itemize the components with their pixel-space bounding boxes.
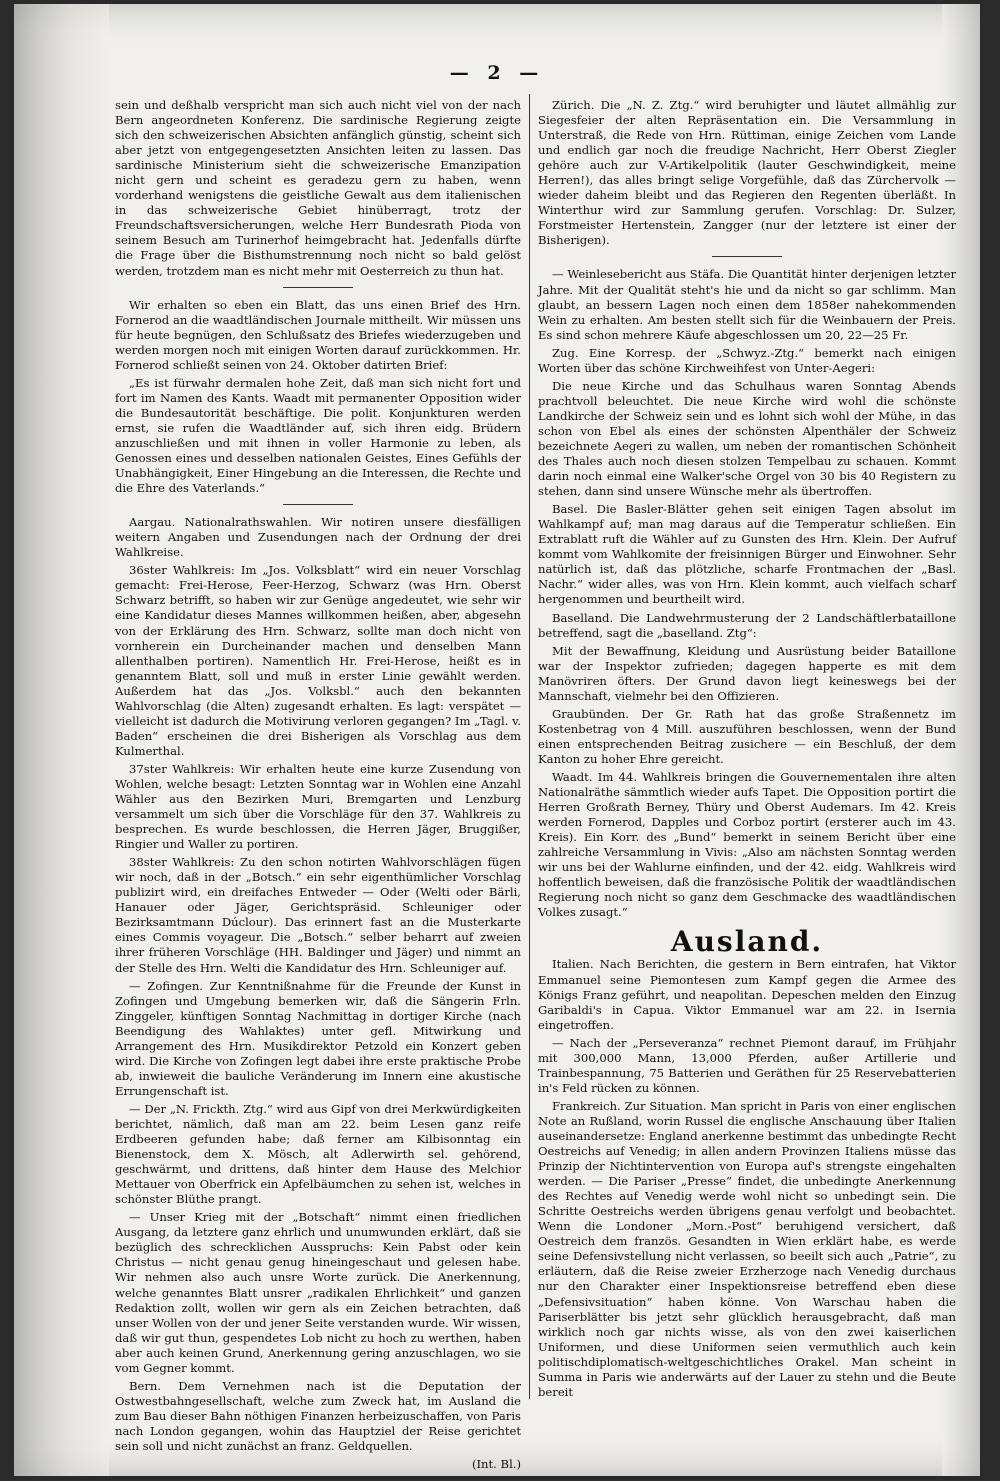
article-paragraph: Basel. Die Basler-Blätter gehen seit einigen Tagen absolut im Wahlkampf auf; man mag daraus auf die Temperatur schließen. Ein Extrablatt ruft die Wähler auf zu Gunsten des Hrn. Klein. Der Aufruf kommt vom Wahlkomite der freisinnigen Bürger und Einwohner. Sehr natürlich ist, daß das plötzliche, scharfe Frontmachen der „Basl. Nachr.“ wider alles, was von Hrn. Klein kommt, auch vielfach scharf hergenommen und beurtheilt wird. [538,502,956,607]
article-paragraph: 37ster Wahlkreis: Wir erhalten heute eine kurze Zusendung von Wohlen, welche besagt: Letzten Sonntag war in Wohlen eine Anzahl Wähler aus den Bezirken Muri, Bremgarten und Lenzburg versammelt um sich über die Vorschläge für den 37. Wahlkreis zu besprechen. Es wurde beschlossen, die Herren Jäger, Bruggißer, Ringier und Waller zu portiren. [115,761,521,852]
article-paragraph: sein und deßhalb verspricht man sich auch nicht viel von der nach Bern angeordneten Konferenz. Die sardinische Regierung zeigte sich den schweizerischen Absichten anfänglich günstig, scheint sich aber jetzt von entgegengesetzten Ansichten leiten zu lassen. Das sardinische Ministerium sieht die schweizerische Emanzipation nicht gern und scheint es geradezu gern zu haben, wenn vorderhand wenigstens die geistliche Gewalt aus dem italienischen in das schweizerische Gebiet hinüberragt, trotz der Freundschaftsversicherungen, welche Herr Bundesrath Pioda von seinem Besuch am Turinerhof heimgebracht hat. Jedenfalls dürfte die Frage über die Bisthumstrennung noch nicht so bald gelöst werden, trotzdem man es nicht mehr mit Oesterreich zu thun hat. [115,98,521,278]
article-paragraph: Aargau. Nationalrathswahlen. Wir notiren unsere diesfälligen weitern Angaben und Zusendungen nach der Ordnung der drei Wahlkreise. [115,515,521,560]
article-paragraph: Baselland. Die Landwehrmusterung der 2 Landschäftlerbataillone betreffend, sagt die „baselland. Ztg“: [538,610,956,640]
article-paragraph: — Der „N. Frickth. Ztg.“ wird aus Gipf von drei Merkwürdigkeiten berichtet, nämlich, daß man am 22. beim Lesen ganz reife Erdbeeren gefunden habe; daß ferner am Kilbisonntag ein Bienenstock, dem X. Mösch, alt Adlerwirth sel. gehörend, geschwärmt, und drittens, daß hinter dem Hause des Melchior Mettauer von Oberfrick ein Apfelbäumchen zu sehen ist, welches in schönster Blüthe prangt. [115,1101,521,1207]
article-paragraph: 38ster Wahlkreis: Zu den schon notirten Wahlvorschlägen fügen wir noch, daß in der „Botsch.“ ein sehr eigenthümlicher Vorschlag publizirt wird, ein dreifaches Entweder — Oder (Welti oder Bärli, Hanauer oder Jäger, Gerichtspräsid. Schleuniger oder Bezirksamtmann Dúclour). Das erinnert fast an die Musterkarte eines Commis voyageur. Die „Botsch.“ selber beharrt auf zweien ihrer früheren Vorschläge (HH. Baldinger und Jäger) und nimmt an der Stelle des Hrn. Welti die Kandidatur des Hrn. Schleuniger auf. [115,855,521,975]
newspaper-page [14,4,980,1476]
article-paragraph: Zürich. Die „N. Z. Ztg.“ wird beruhigter und läutet allmählig zur Siegesfeier der alten Repräsentation ein. Die Versammlung in Unterstraß, die Rede von Hrn. Rüttiman, einige Zeichen vom Lande und endlich gar noch die freudige Nachricht, Herr Oberst Ziegler gehöre auch zur V-Artikelpolitik (lauter Geschwindigkeit, meine Herren!), das alles bringt selige Vorgefühle, daß das Zürchervolk — wieder daheim bleibt und das Regieren den Regenten überläßt. In Winterthur wird zur Sammlung gerufen. Vorschlag: Dr. Sulzer, Forstmeister Hertenstein, Zangger (nur der letztere ist einer der Bisherigen). [538,98,956,248]
article-paragraph: Waadt. Im 44. Wahlkreis bringen die Gouvernementalen ihre alten Nationalräthe sämmtlich wieder aufs Tapet. Die Opposition portirt die Herren Großrath Berney, Thüry und Oberst Audemars. Im 42. Kreis werden Fornerod, Dapples und Corboz portirt (ersterer auch im 43. Kreis). Ein Korr. des „Bund“ bemerkt in seinem Bericht über eine zahlreiche Versammlung in Vivis: „Also am nächsten Sonntag werden wir uns bei der Wahlurne einfinden, und der 42. eidg. Wahlkreis wird hoffentlich beweisen, daß die französische Politik der waadtländischen Regierung noch nicht so ganz dem Geschmacke des waadtländischen Volkes zusagt.“ [538,769,956,920]
section-heading-ausland: Ausland. [670,925,824,959]
article-paragraph: Mit der Bewaffnung, Kleidung und Ausrüstung beider Bataillone war der Inspektor zufrieden; dagegen happerte es mit dem Manövriren öfters. Der Grund davon liegt keineswegs bei der Mannschaft, vielmehr bei den Offizieren. [538,643,956,703]
article-paragraph: — Nach der „Perseveranza“ rechnet Piemont darauf, im Frühjahr mit 300,000 Mann, 13,000 Pferden, außer Artillerie und Trainbespannung, 75 Batterien und Geräthen für 25 Reservebatterien in's Feld rücken zu können. [538,1035,956,1095]
article-paragraph: „Es ist fürwahr dermalen hohe Zeit, daß man sich nicht fort und fort im Namen des Kants. Waadt mit permanenter Opposition wider die Bundesautorität beschäftige. Die polit. Konjunkturen werden ernst, sie rufen die Waadtländer auf, sich ihren eidg. Brüdern anzuschließen und mit ihnen in voller Harmonie zu leben, als Genossen eines und desselben nationalen Geistes, Eines Gefühls der Unabhängigkeit, Einer Hingebung an die Interessen, die Rechte und die Ehre des Vaterlands.“ [115,375,521,496]
article-paragraph: — Weinlesebericht aus Stäfa. Die Quantität hinter derjenigen letzter Jahre. Mit der Qualität steht's hie und da nicht so gar schlimm. Man glaubt, an bessern Lagen noch einen dem 1858er nahekommenden Wein zu erhalten. Am besten stellt sich für die Weinbauern der Preis. Es sind schon mehrere Käufe abgeschlossen um 20, 22—25 Fr. [538,267,956,342]
separator-rule [283,504,353,505]
article-paragraph: Bern. Dem Vernehmen nach ist die Deputation der Ostwestbahngesellschaft, welche zum Zweck hat, im Ausland die zum Bau dieser Bahn nöthigen Finanzen herbeizuschaffen, von Paris nach London gegangen, wohin das Hauptziel der Reise gerichtet sein soll und nicht zunächst an franz. Geldquellen. [115,1378,521,1453]
article-paragraph: Frankreich. Zur Situation. Man spricht in Paris von einer englischen Note an Rußland, worin Russel die englische Anschauung über Italien auseinandersetze: England anerkenne bestimmt das unbedingte Recht Oestreichs auf Venedig; in allen andern Provinzen Italiens müsse das Prinzip der Nichtintervention von Europa auf's strengste eingehalten werden. — Die Pariser „Presse“ findet, die unbedingte Anerkennung des Rechtes auf Venedig werde wohl nicht so unbedingt sein. Die Schritte Oestreichs werden übrigens genau verfolgt und beobachtet. Wenn die Londoner „Morn.-Post“ beruhigend versichert, daß Oestreich dem französ. Gesandten in Wien erklärt habe, es werde seine Defensivstellung nicht verlassen, so beeilt sich auch „Patrie“, zu erläutern, daß die Reise zweier Erzherzoge nach Venedig durchaus nur den Charakter einer Inspektionsreise betreffend eben diese „Defensivsituation“ haben könne. Von Warschau haben die Pariserblätter bis jetzt sehr glücklich herausgebracht, daß man wirklich noch gar nichts wisse, als von den zwei kaiserlichen Uniformen, und diese Uniformen seien vermuthlich auch kein politischdiplomatisch-weltgeschichtliches Orakel. Man scheint in Summa in Paris wie anderwärts auf der Lauer zu stehn und die Beute bereit [538,1098,956,1399]
article-paragraph: Graubünden. Der Gr. Rath hat das große Straßennetz im Kostenbetrag von 4 Mill. auszuführen beschlossen, wenn der Bund einen entsprechenden Beitrag zusichere — ein Beschluß, der dem Kanton zu hoher Ehre gereicht. [538,706,956,766]
article-paragraph: — Zofingen. Zur Kenntnißnahme für die Freunde der Kunst in Zofingen und Umgebung bemerken wir, daß die Sängerin Frln. Zinggeler, künftigen Sonntag Nachmittag in dortiger Kirche (nach Beendigung des Wahlaktes) unter gefl. Mitwirkung und Arrangement des Hrn. Musikdirektor Petzold ein Konzert geben wird. Die Kirche von Zofingen legt dabei ihre erste praktische Probe ab, inwieweit die bauliche Veränderung im Innern eine akustische Errungenschaft ist. [115,978,521,1098]
source-signature: (Int. Bl.) [471,1457,521,1472]
page-number: — 2 — [449,62,545,84]
article-paragraph: Zug. Eine Korresp. der „Schwyz.-Ztg.“ bemerkt nach einigen Worten über das schöne Kirchweihfest von Unter-Aegeri: [538,345,956,375]
article-paragraph: Wir erhalten so eben ein Blatt, das uns einen Brief des Hrn. Fornerod an die waadtländischen Journale mittheilt. Wir müssen uns für heute begnügen, den Schlußsatz des Briefes wiederzugeben und werden morgen noch mit einigen Worten darauf zurückkommen. Hr. Fornerod schließt seinen von 24. Oktober datirten Brief: [115,297,521,372]
separator-rule [283,287,353,288]
separator-rule [712,256,782,257]
column-divider [529,94,530,1399]
article-paragraph: — Unser Krieg mit der „Botschaft“ nimmt einen friedlichen Ausgang, da letztere ganz ehrlich und unumwunden erklärt, daß sie bezüglich des schrecklichen Ausspruchs: Kein Pabst oder kein Christus — nicht genau genug hineingeschaut und gelesen habe. Wir nehmen also auch unsre Worte zurück. Die Anerkennung, welche genanntes Blatt unsrer „radikalen Ehrlichkeit“ und ganzen Redaktion zollt, wollen wir gern als ein Zeichen betrachten, daß unser Wollen von der und jener Seite verstanden wurde. Wir wissen, daß wir gut thun, gespendetes Lob nicht zu hoch zu werthen, haben aber auch keinen Grund, Anerkennung gering anzuschlagen, wo sie vom Gegner kommt. [115,1210,521,1375]
right-column [538,98,956,1403]
article-paragraph: Italien. Nach Berichten, die gestern in Bern eintrafen, hat Viktor Emmanuel seine Piemontesen zum Kampf gegen die Armee des Königs Franz geführt, und neapolitan. Depeschen melden den Einzug Garibaldi's in Capua. Viktor Emmanuel war am 22. in Isernia eingetroffen. [538,957,956,1032]
article-paragraph: 36ster Wahlkreis: Im „Jos. Volksblatt“ wird ein neuer Vorschlag gemacht: Frei-Herose, Feer-Herzog, Schwarz (was Hrn. Oberst Schwarz betrifft, so haben wir zur Genüge angedeutet, wie sehr wir eine Kandidatur dieses Mannes willkommen heißen, aber, abgesehn von der Erklärung des Hrn. Schwarz, sollte man doch nicht von vornherein ein Durcheinander machen und denselben Mann allenthalben portiren). Namentlich Hr. Frei-Herose, heißt es in genanntem Blatt, soll und muß in erster Linie gewählt werden. Außerdem hat das „Jos. Volksbl.“ auch den bekannten Wahlvorschlag (die Alten) zugesandt erhalten. Es lagt: verspätet — vielleicht ist dadurch die Motivirung verloren gegangen? Im „Tagl. v. Baden“ erscheinen die drei Bisherigen als Vorschlag aus dem Kulmerthal. [115,563,521,758]
left-column [115,98,521,1472]
page-shadow-left [14,4,109,1476]
article-paragraph: Die neue Kirche und das Schulhaus waren Sonntag Abends prachtvoll beleuchtet. Die neue Kirche wird wohl die schönste Landkirche der Schweiz sein und es lohnt sich wohl der Mühe, in das schon von Ebel als eines der schönsten Alpenthäler der Schweiz bezeichnete Aegeri zu wallen, um neben der romantischen Schönheit des Thales auch noch diesen stolzen Tempelbau zu schauen. Kommt darin noch einmal eine Walker'sche Orgel von 30 bis 40 Registern zu stehen, dann sind unsere Wünsche mehr als übertroffen. [538,378,956,499]
